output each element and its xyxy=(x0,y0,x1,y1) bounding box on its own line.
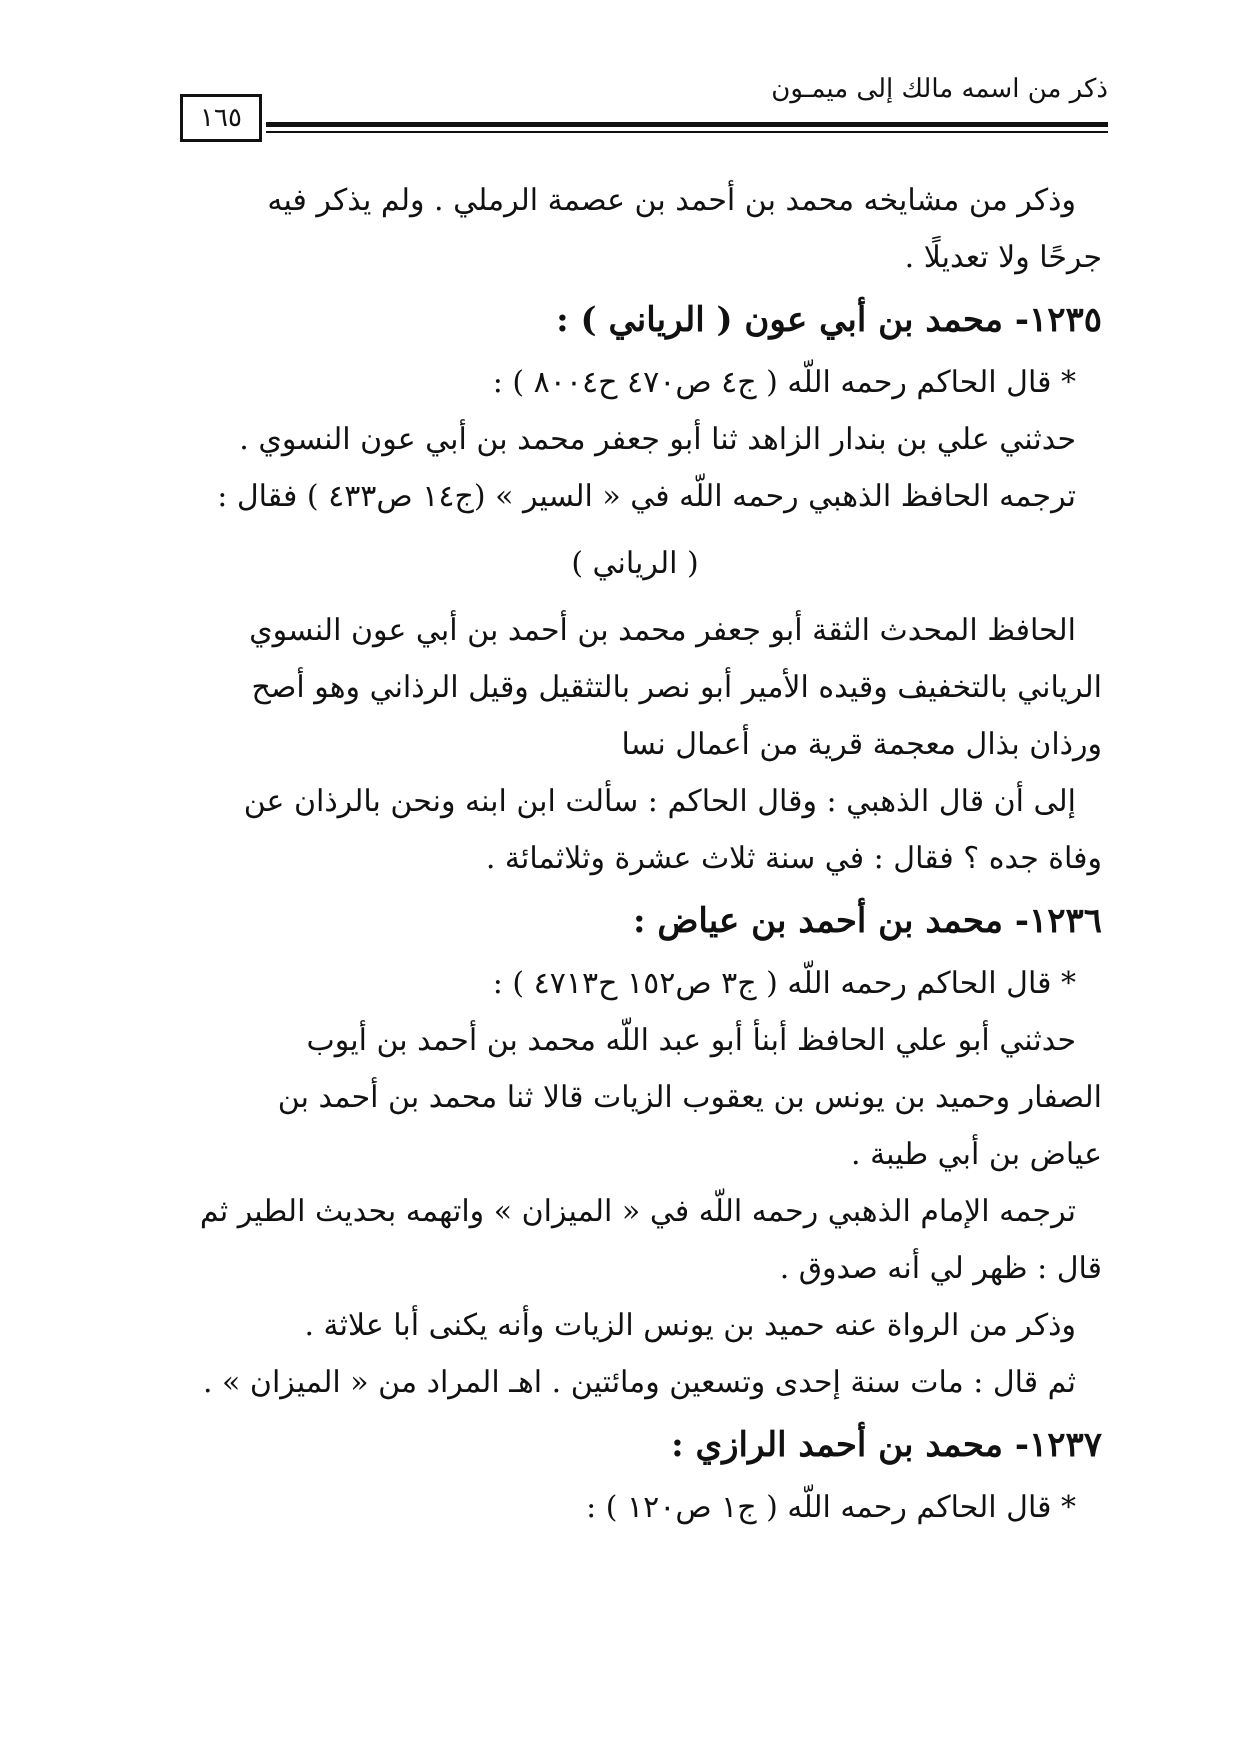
paragraph: وفاة جده ؟ فقال : في سنة ثلاث عشرة وثلاثمائة . xyxy=(485,841,1102,876)
paragraph: ترجمه الإمام الذهبي رحمه اللّه في « الميزان » واتهمه بحديث الطير ثم xyxy=(199,1194,1076,1229)
source-citation: * قال الحاكم رحمه اللّه ( ج٤ ص٤٧٠ ح٨٠٠٤ ) : xyxy=(492,365,1076,400)
main-text xyxy=(168,172,1102,1536)
entry-heading-1235: ١٢٣٥- محمد بن أبي عون ( الرياني ) : xyxy=(556,300,1102,340)
source-citation: * قال الحاكم رحمه اللّه ( ج١ ص١٢٠ ) : xyxy=(586,1490,1076,1525)
paragraph: الرياني بالتخفيف وقيده الأمير أبو نصر بالتثقيل وقيل الرذاني وهو أصح xyxy=(251,670,1102,705)
paragraph: حدثني علي بن بندار الزاهد ثنا أبو جعفر محمد بن أبي عون النسوي . xyxy=(239,422,1076,457)
running-title: ذكر من اسمه مالك إلى ميمـون xyxy=(771,74,1108,104)
page-number: ١٦٥ xyxy=(180,94,262,142)
paragraph: جرحًا ولا تعديلًا . xyxy=(904,240,1102,275)
paragraph: ورذان بذال معجمة قرية من أعمال نسا xyxy=(621,727,1102,762)
paragraph: قال : ظهر لي أنه صدوق . xyxy=(779,1251,1102,1286)
paragraph: الصفار وحميد بن يونس بن يعقوب الزيات قالا ثنا محمد بن أحمد بن xyxy=(277,1080,1102,1115)
page-header xyxy=(180,72,1108,152)
paragraph: ترجمه الحافظ الذهبي رحمه اللّه في « السير » (ج١٤ ص٤٣٣ ) فقال : xyxy=(217,479,1076,514)
entry-heading-1236: ١٢٣٦- محمد بن أحمد بن عياض : xyxy=(632,901,1102,941)
paragraph: إلى أن قال الذهبي : وقال الحاكم : سألت ابن ابنه ونحن بالرذان عن xyxy=(243,784,1076,819)
header-rule-thin xyxy=(266,131,1108,133)
entry-heading-1237: ١٢٣٧- محمد بن أحمد الرازي : xyxy=(671,1425,1102,1465)
header-rule-thick xyxy=(266,122,1108,127)
source-citation: * قال الحاكم رحمه اللّه ( ج٣ ص١٥٢ ح٤٧١٣ ) : xyxy=(492,966,1076,1001)
centered-title: ( الرياني ) xyxy=(571,546,699,581)
paragraph: وذكر من مشايخه محمد بن أحمد بن عصمة الرملي . ولم يذكر فيه xyxy=(267,183,1076,218)
paragraph: الحافظ المحدث الثقة أبو جعفر محمد بن أحمد بن أبي عون النسوي xyxy=(249,613,1076,648)
paragraph: حدثني أبو علي الحافظ أبنأ أبو عبد اللّه محمد بن أحمد بن أيوب xyxy=(306,1023,1076,1058)
paragraph: عياض بن أبي طيبة . xyxy=(851,1137,1102,1172)
paragraph: ثم قال : مات سنة إحدى وتسعين ومائتين . اهـ المراد من « الميزان » . xyxy=(202,1365,1076,1400)
paragraph: وذكر من الرواة عنه حميد بن يونس الزيات وأنه يكنى أبا علاثة . xyxy=(304,1308,1076,1343)
